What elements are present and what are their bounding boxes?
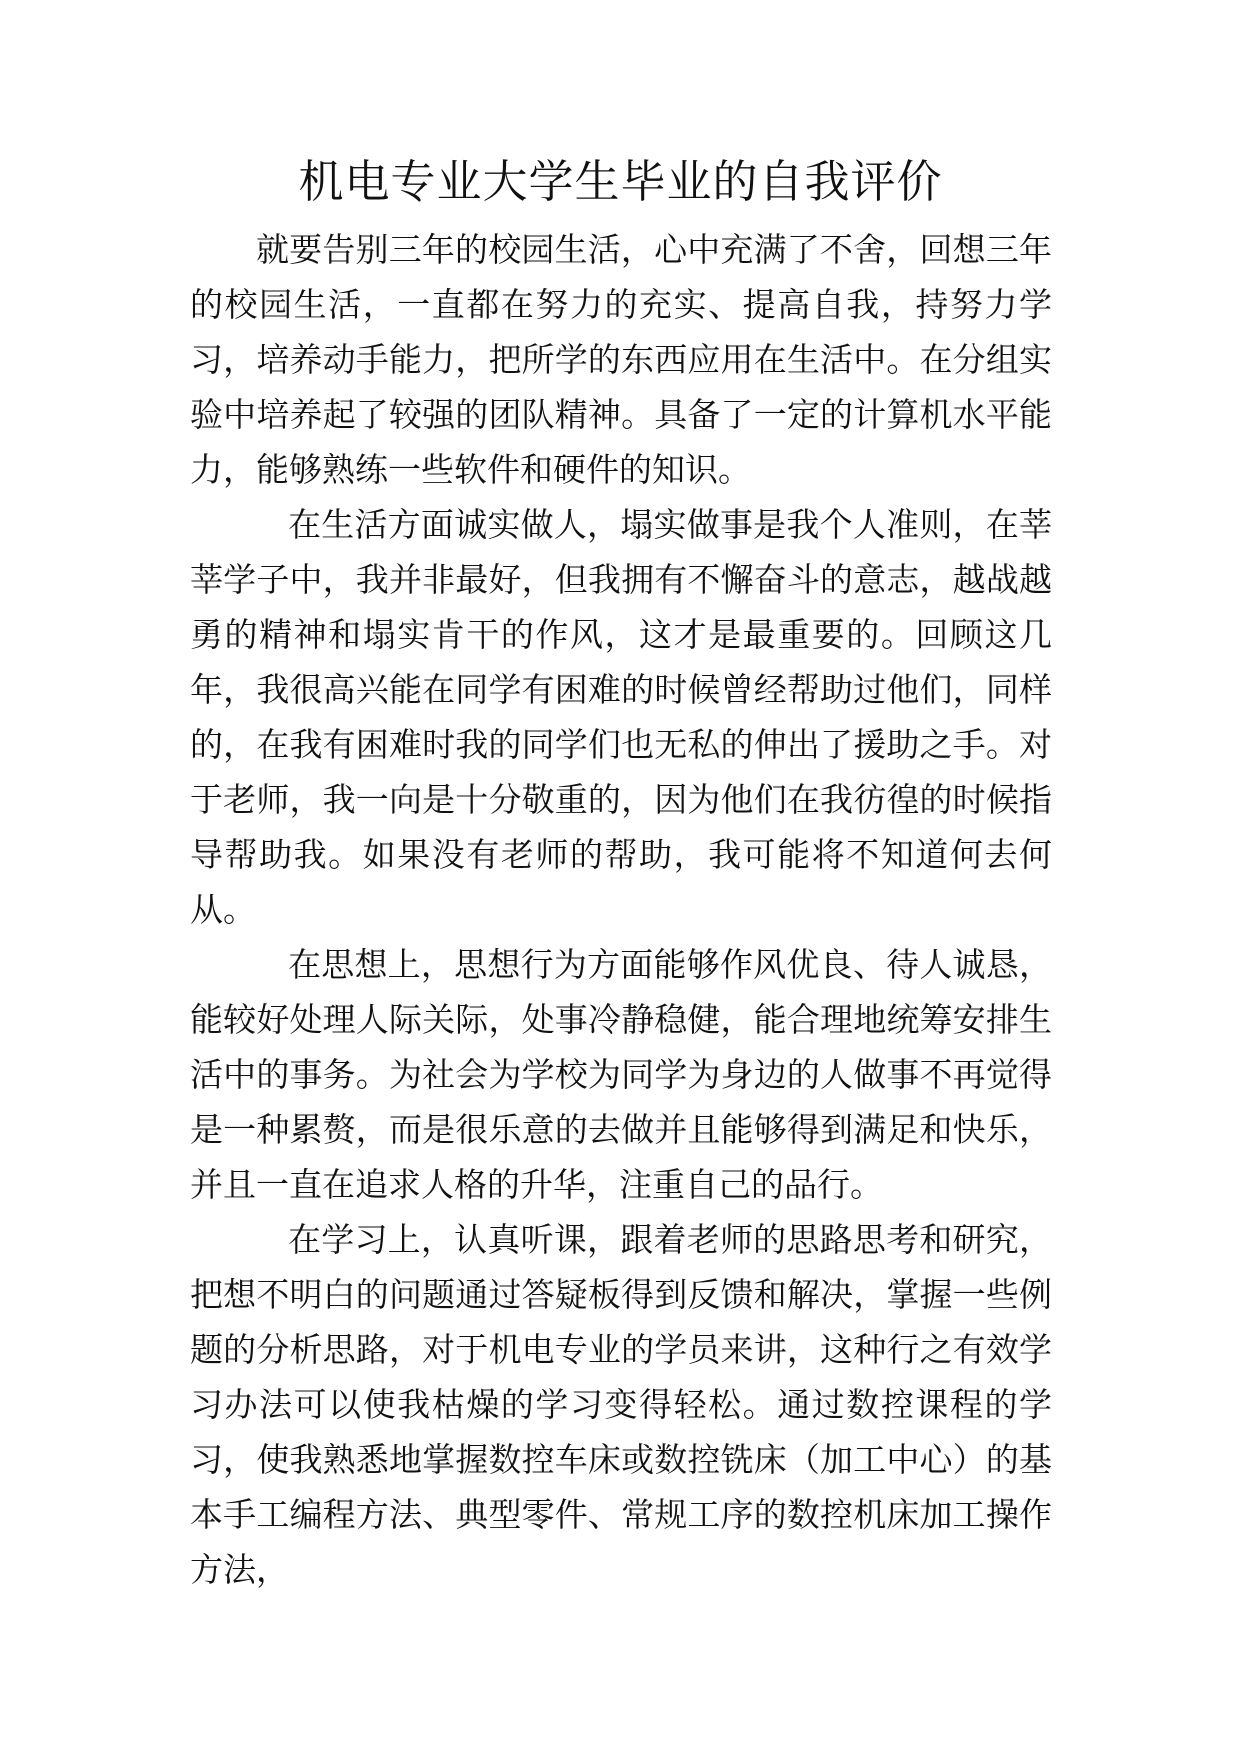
- document-title: 机电专业大学生毕业的自我评价: [298, 155, 943, 208]
- paragraph-3: 在思想上，思想行为方面能够作风优良、待人诚恳，能较好处理人际关际，处事冷静稳健，能合理地统筹安排生活中的事务。为社会为学校为同学为身边的人做事不再觉得是一种累赘，而是很乐意的去做并且能够得到满足和快乐，并且一直在追求人格的升华，注重自己的品行。: [190, 945, 1052, 1204]
- paragraph-2: 在生活方面诚实做人，塌实做事是我个人准则，在莘莘学子中，我并非最好，但我拥有不懈奋斗的意志，越战越勇的精神和塌实肯干的作风，这才是最重要的。回顾这几年，我很高兴能在同学有困难的时候曾经帮助过他们，同样的，在我有困难时我的同学们也无私的伸出了援助之手。对于老师，我一向是十分敬重的，因为他们在我彷徨的时候指导帮助我。如果没有老师的帮助，我可能将不知道何去何从。: [190, 505, 1052, 929]
- paragraph-4: 在学习上，认真听课，跟着老师的思路思考和研究，把想不明白的问题通过答疑板得到反馈和解决，掌握一些例题的分析思路，对于机电专业的学员来讲，这种行之有效学习办法可以使我枯燥的学习变得轻松。通过数控课程的学习，使我熟悉地掌握数控车床或数控铣床（加工中心）的基本手工编程方法、典型零件、常规工序的数控机床加工操作方法，: [190, 1220, 1052, 1589]
- paragraph-1: 就要告别三年的校园生活，心中充满了不舍，回想三年的校园生活，一直都在努力的充实、提高自我，持努力学习，培养动手能力，把所学的东西应用在生活中。在分组实验中培养起了较强的团队精神。具备了一定的计算机水平能力，能够熟练一些软件和硬件的知识。: [190, 230, 1052, 489]
- document-body: [190, 222, 1052, 1597]
